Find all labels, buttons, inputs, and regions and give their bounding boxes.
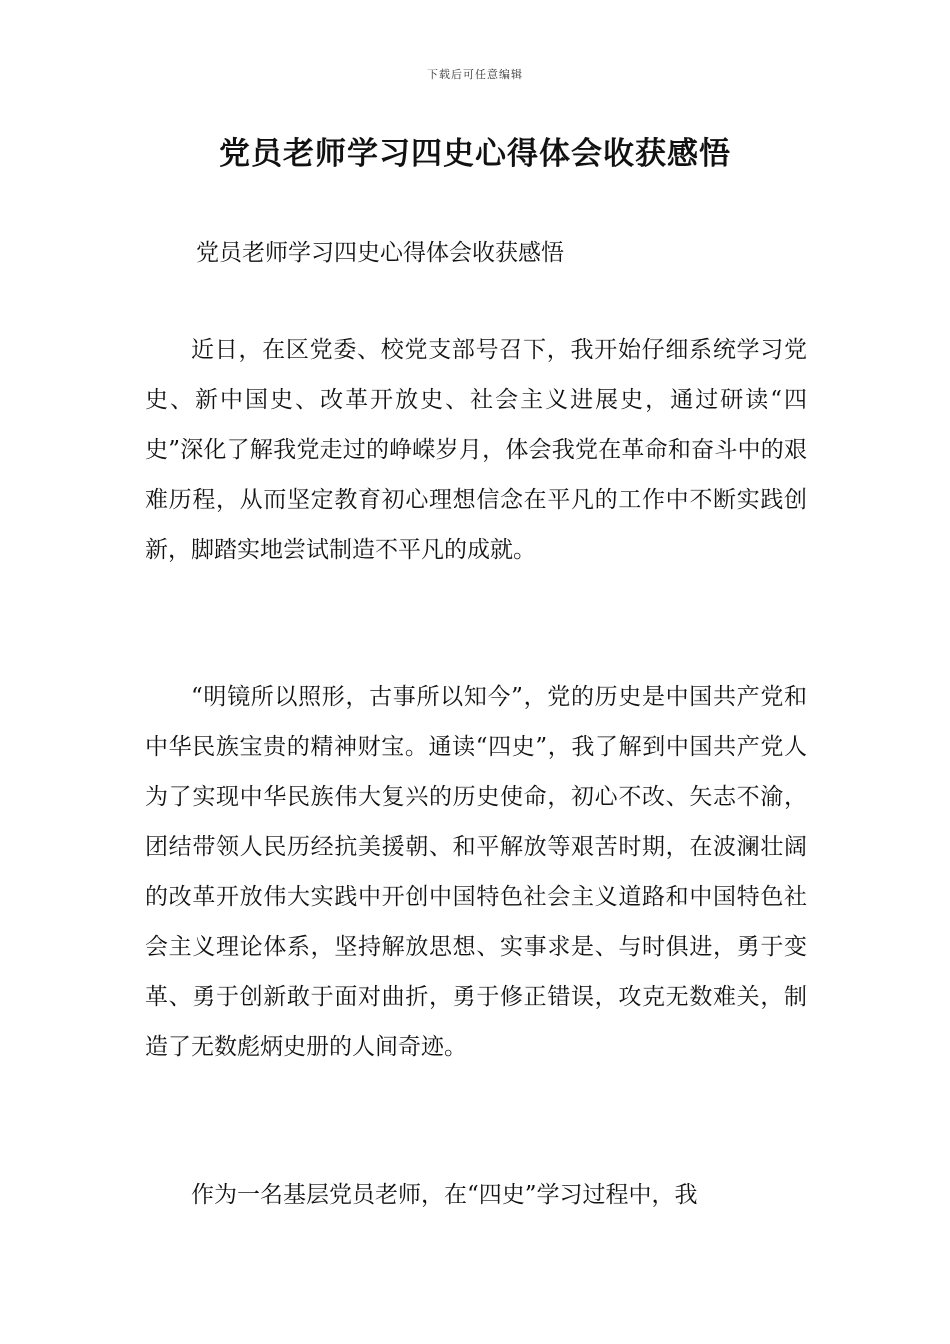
document-title: 党员老师学习四史心得体会收获感悟 [219, 136, 731, 172]
body-paragraph: 作为一名基层党员老师，在“四史”学习过程中，我 [191, 1182, 698, 1208]
body-paragraph: 近日，在区党委、校党支部号召下，我开始仔细系统学习党史、新中国史、改革开放史、社会主义进展史，通过研读“四史”深化了解我党走过的峥嵘岁月，体会我党在革命和奋斗中的艰难历程，从而坚定教育初心理想信念在平凡的工作中不断实践创新，脚踏实地尝试制造不平凡的成就。 [145, 337, 807, 563]
document-subtitle: 党员老师学习四史心得体会收获感悟 [196, 240, 564, 266]
body-paragraph: “明镜所以照形，古事所以知今”，党的历史是中国共产党和中华民族宝贵的精神财宝。通读“四史”，我了解到中国共产党人为了实现中华民族伟大复兴的历史使命，初心不改、矢志不渝，团结带领人民历经抗美援朝、和平解放等艰苦时期，在波澜壮阔的改革开放伟大实践中开创中国特色社会主义道路和中国特色社会主义理论体系，坚持解放思想、实事求是、与时俱进，勇于变革、勇于创新敢于面对曲折，勇于修正错误，攻克无数难关，制造了无数彪炳史册的人间奇迹。 [145, 684, 807, 1060]
header-note: 下载后可任意编辑 [427, 68, 523, 81]
